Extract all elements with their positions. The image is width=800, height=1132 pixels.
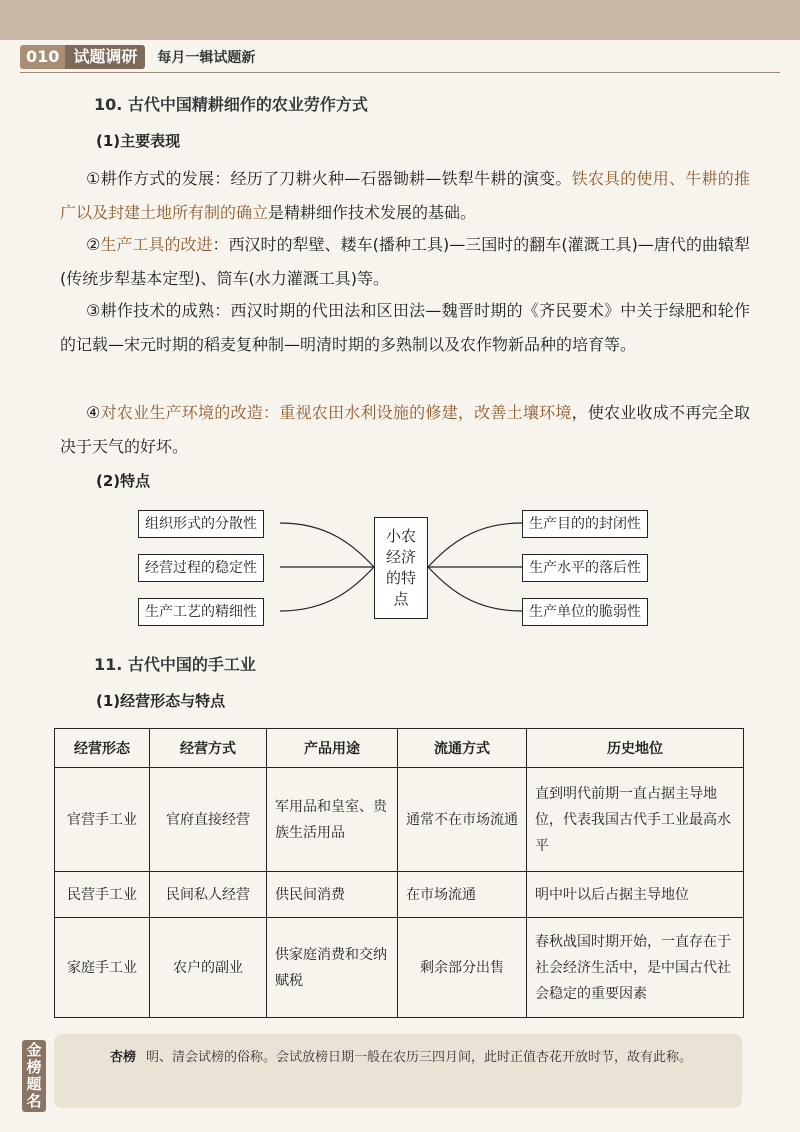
diagram-right-3: 生产单位的脆弱性 bbox=[522, 598, 648, 626]
section-10-title: 10. 古代中国精耕细作的农业劳作方式 bbox=[94, 95, 368, 114]
diagram-right-1: 生产目的的封闭性 bbox=[522, 510, 648, 538]
table-cell: 家庭手工业 bbox=[55, 918, 150, 1018]
features-diagram bbox=[138, 505, 660, 630]
paragraph-3: ③耕作技术的成熟：西汉时期的代田法和区田法—魏晋时期的《齐民要术》中关于绿肥和轮作的记载—宋元时期的稻麦复种制—明清时期的多熟制以及农作物新品种的培育等。 bbox=[60, 301, 750, 354]
table-header-row bbox=[55, 729, 744, 768]
table-header-cell: 流通方式 bbox=[398, 729, 527, 768]
diagram-left-1: 组织形式的分散性 bbox=[138, 510, 264, 538]
table-header-cell: 历史地位 bbox=[527, 729, 744, 768]
paragraph-1 bbox=[60, 162, 750, 230]
paragraph-1-a: ①耕作方式的发展：经历了刀耕火种—石器锄耕—铁犁牛耕的演变。 bbox=[86, 169, 572, 188]
table-row bbox=[55, 872, 744, 918]
table-cell: 供民间消费 bbox=[267, 872, 398, 918]
diagram-center: 小农经济的特点 bbox=[374, 517, 428, 619]
top-decoration-band bbox=[0, 0, 800, 40]
diagram-right-2: 生产水平的落后性 bbox=[522, 554, 648, 582]
header-divider bbox=[20, 72, 780, 73]
paragraph-4-c: ，使农业收成不再完全取决于天气的好坏。 bbox=[60, 403, 750, 456]
table-row bbox=[55, 918, 744, 1018]
table-cell: 明中叶以后占据主导地位 bbox=[527, 872, 744, 918]
section-11-title: 11. 古代中国的手工业 bbox=[94, 655, 256, 674]
table-cell: 军用品和皇室、贵族生活用品 bbox=[267, 768, 398, 872]
footer-tag: 金榜题名 bbox=[22, 1040, 46, 1112]
paragraph-4 bbox=[60, 396, 750, 464]
table-header-cell: 产品用途 bbox=[267, 729, 398, 768]
table-header-cell: 经营方式 bbox=[150, 729, 267, 768]
table-cell: 民间私人经营 bbox=[150, 872, 267, 918]
paragraph-2-highlight: 生产工具的改进 bbox=[100, 235, 213, 254]
table-cell: 通常不在市场流通 bbox=[398, 768, 527, 872]
table-cell: 农户的副业 bbox=[150, 918, 267, 1018]
handicraft-table bbox=[54, 728, 744, 1018]
paragraph-4-a: ④ bbox=[86, 403, 101, 422]
paragraph-2-a: ② bbox=[86, 235, 101, 254]
table-cell: 春秋战国时期开始，一直存在于社会经济生活中，是中国古代社会稳定的重要因素 bbox=[527, 918, 744, 1018]
page-header bbox=[20, 44, 255, 70]
footer-note bbox=[80, 1048, 730, 1067]
footer-note-box bbox=[54, 1034, 742, 1108]
paragraph-1-highlight: 铁农具的使用、牛耕的推广以及封建土地所有制的确立 bbox=[60, 169, 750, 222]
diagram-left-2: 经营过程的稳定性 bbox=[138, 554, 264, 582]
table-row bbox=[55, 768, 744, 872]
section-10-sub1: (1)主要表现 bbox=[96, 132, 181, 150]
paragraph-1-c: 是精耕细作技术发展的基础。 bbox=[268, 203, 477, 222]
footer-term: 杏榜 bbox=[110, 1050, 137, 1065]
diagram-left-3: 生产工艺的精细性 bbox=[138, 598, 264, 626]
paragraph-2-c: ：西汉时的犁壁、耧车(播种工具)—三国时的翻车(灌溉工具)—唐代的曲辕犁(传统步犁基本定型)、筒车(水力灌溉工具)等。 bbox=[60, 235, 750, 288]
table-cell: 供家庭消费和交纳赋税 bbox=[267, 918, 398, 1018]
section-tag: 试题调研 bbox=[65, 45, 145, 69]
section-10-sub2: (2)特点 bbox=[96, 472, 151, 490]
table-cell: 民营手工业 bbox=[55, 872, 150, 918]
table-cell: 官府直接经营 bbox=[150, 768, 267, 872]
table-cell: 在市场流通 bbox=[398, 872, 527, 918]
table-cell: 剩余部分出售 bbox=[398, 918, 527, 1018]
paragraph-4-highlight: 对农业生产环境的改造：重视农田水利设施的修建，改善土壤环境 bbox=[100, 403, 572, 422]
paragraph-2 bbox=[60, 228, 750, 296]
series-title: 每月一辑试题新 bbox=[157, 50, 256, 66]
table-cell: 直到明代前期一直占据主导地位，代表我国古代手工业最高水平 bbox=[527, 768, 744, 872]
table-header-cell: 经营形态 bbox=[55, 729, 150, 768]
table-cell: 官营手工业 bbox=[55, 768, 150, 872]
page-number: 010 bbox=[20, 45, 65, 69]
footer-text: 明、清会试榜的俗称。会试放榜日期一般在农历三四月间，此时正值杏花开放时节，故有此称。 bbox=[146, 1050, 693, 1065]
section-11-sub1: (1)经营形态与特点 bbox=[96, 692, 226, 710]
